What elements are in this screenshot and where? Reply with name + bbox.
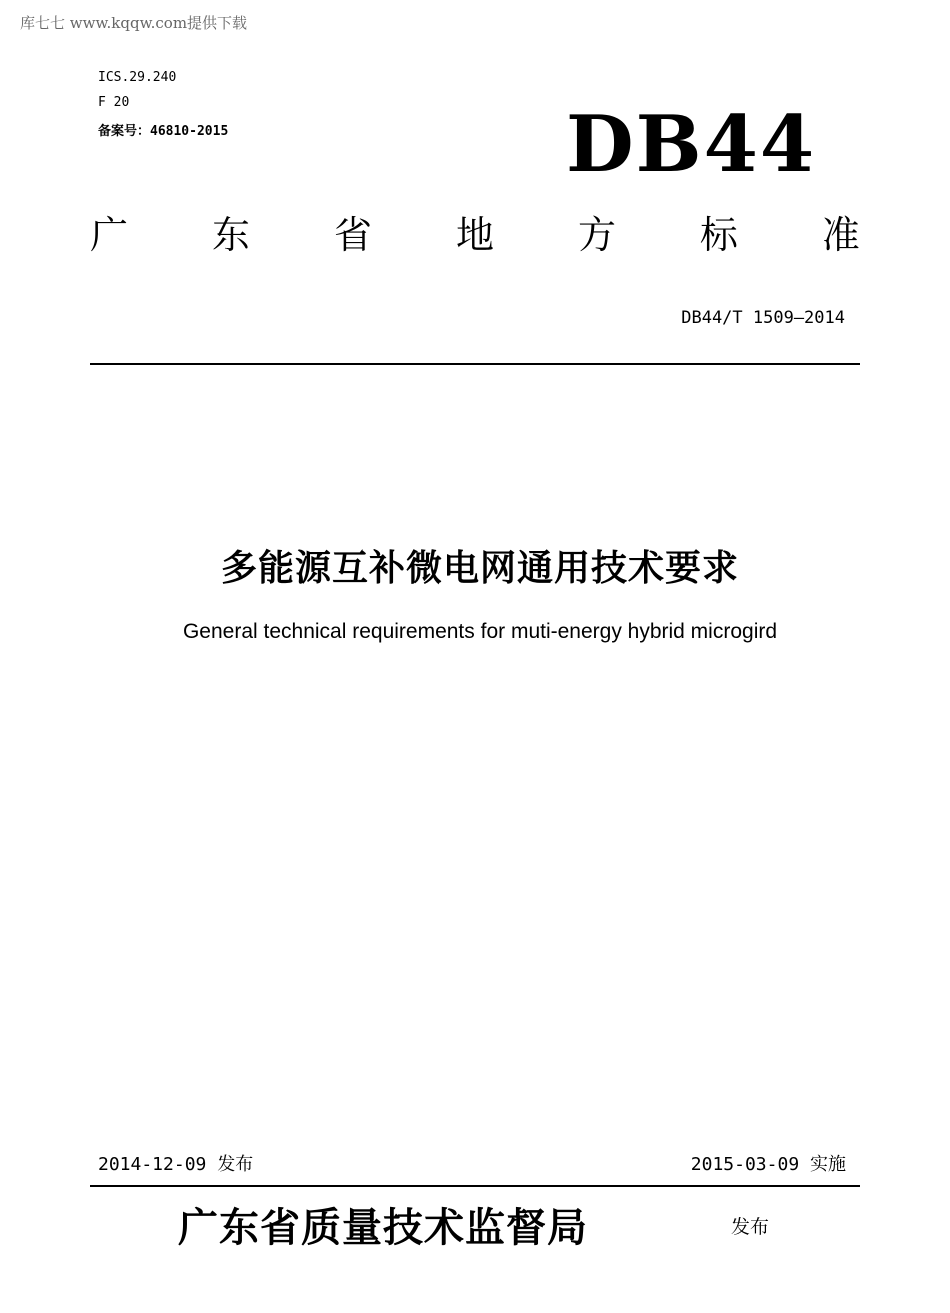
standard-type-char: 省 bbox=[333, 213, 372, 257]
standard-type-heading bbox=[90, 213, 860, 257]
issuing-authority: 广东省质量技术监督局 bbox=[178, 1204, 588, 1251]
record-number: 备案号：46810-2015 bbox=[98, 124, 229, 139]
effective-date: 2015-03-09 实施 bbox=[690, 1154, 846, 1175]
document-title-en: General technical requirements for muti-energy hybrid microgird bbox=[182, 620, 778, 643]
issuer-suffix: 发布 bbox=[731, 1216, 770, 1238]
standard-type-char: 地 bbox=[455, 213, 494, 257]
standard-type-char: 广 bbox=[90, 213, 129, 257]
db-code-logo: DB44 bbox=[566, 99, 817, 190]
release-date: 2014-12-09 发布 bbox=[98, 1154, 254, 1175]
standard-number: DB44/T 1509—2014 bbox=[681, 308, 845, 328]
header-divider bbox=[90, 363, 860, 365]
standard-type-char: 东 bbox=[211, 213, 250, 257]
standard-type-char: 方 bbox=[577, 213, 616, 257]
classification-code: F 20 bbox=[98, 95, 130, 110]
footer-divider bbox=[90, 1185, 860, 1187]
standard-type-char: 准 bbox=[821, 213, 860, 257]
ics-code: ICS.29.240 bbox=[98, 70, 177, 85]
watermark-text: 库七七 www.kqqw.com提供下载 bbox=[20, 14, 248, 32]
standard-type-char: 标 bbox=[699, 213, 738, 257]
document-title-cn: 多能源互补微电网通用技术要求 bbox=[220, 548, 739, 589]
